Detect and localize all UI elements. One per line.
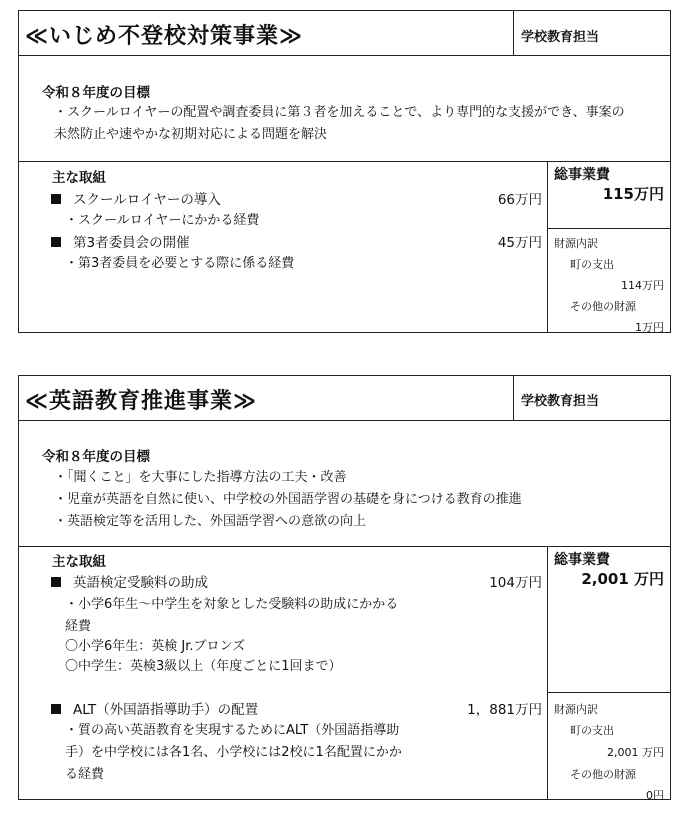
initiative-title: 第3者委員会の開催	[73, 235, 190, 251]
funding-heading: 財源内訳	[554, 703, 598, 716]
department-label: 学校教育担当	[513, 11, 670, 55]
initiative-desc: ・質の高い英語教育を実現するためにALT（外国語指導助	[65, 723, 400, 738]
initiative-title: スクールロイヤーの導入	[73, 192, 221, 208]
goal-line: ・児童が英語を自然に使い、中学校の外国語学習の基礎を身につける教育の推進	[54, 492, 522, 507]
goal-line: 未然防止や速やかな初期対応による問題を解決	[54, 127, 328, 142]
funding-heading: 財源内訳	[554, 237, 598, 250]
goal-section	[19, 420, 670, 547]
initiative-desc: 〇中学生：英検3級以上（年度ごとに1回まで）	[65, 659, 342, 674]
project-title: ≪いじめ不登校対策事業≫	[25, 24, 304, 49]
square-bullet-icon	[51, 194, 61, 204]
other-funding-value: 1万円	[635, 321, 664, 334]
town-expense-label: 町の支出	[570, 258, 614, 271]
town-expense-value: 2,001 万円	[607, 746, 664, 759]
card-header	[19, 376, 670, 421]
initiative-title: 英語検定受験料の助成	[73, 575, 208, 591]
initiative-item	[51, 571, 208, 591]
card-header	[19, 11, 670, 56]
initiative-desc: ・小学6年生～中学生を対象とした受験料の助成にかかる	[65, 597, 399, 612]
project-card-bullying	[18, 10, 671, 333]
goal-heading: 令和８年度の目標	[42, 85, 150, 101]
department-label: 学校教育担当	[513, 376, 670, 420]
funding-breakdown	[547, 693, 670, 802]
square-bullet-icon	[51, 704, 61, 714]
initiative-amount: 66万円	[497, 192, 542, 208]
project-card-english	[18, 375, 671, 800]
initiatives-section	[19, 162, 670, 332]
total-cost-label: 総事業費	[554, 552, 610, 568]
initiative-desc: る経費	[65, 767, 105, 782]
funding-breakdown	[547, 229, 670, 332]
section-label: 主な取組	[52, 170, 106, 186]
initiative-desc: ・スクールロイヤーにかかる経費	[65, 213, 260, 228]
other-funding-label: その他の財源	[570, 768, 636, 781]
initiative-desc: 経費	[65, 619, 92, 634]
initiative-desc: 〇小学6年生：英検 Jr.ブロンズ	[65, 639, 246, 654]
total-cost-box	[547, 162, 670, 229]
initiative-amount: 1，881万円	[467, 702, 542, 718]
other-funding-label: その他の財源	[570, 300, 636, 313]
initiative-amount: 45万円	[497, 235, 542, 251]
square-bullet-icon	[51, 237, 61, 247]
square-bullet-icon	[51, 577, 61, 587]
initiative-amount: 104万円	[489, 575, 542, 591]
initiatives-section	[19, 547, 670, 802]
goal-line: ・スクールロイヤーの配置や調査委員に第３者を加えることで、より専門的な支援ができ、事案の	[54, 105, 625, 120]
section-label: 主な取組	[52, 554, 106, 570]
initiative-item	[51, 231, 190, 251]
initiative-title: ALT（外国語指導助手）の配置	[73, 702, 259, 718]
total-cost-box	[547, 547, 670, 693]
initiative-desc: 手）を中学校には各1名、小学校には2校に1名配置にかか	[65, 745, 402, 760]
initiative-item	[51, 698, 258, 718]
goal-line: ・「聞くこと」を大事にした指導方法の工夫・改善	[54, 470, 347, 485]
total-cost-label: 総事業費	[554, 167, 610, 183]
initiative-desc: ・第3者委員を必要とする際に係る経費	[65, 256, 295, 271]
total-cost-value: 115万円	[602, 185, 664, 203]
project-title: ≪英語教育推進事業≫	[25, 389, 258, 414]
total-cost-value: 2,001 万円	[581, 570, 664, 588]
goal-heading: 令和８年度の目標	[42, 449, 150, 465]
town-expense-label: 町の支出	[570, 724, 614, 737]
goal-section	[19, 55, 670, 162]
goal-line: ・英語検定等を活用した、外国語学習への意欲の向上	[54, 514, 367, 529]
other-funding-value: 0円	[646, 789, 664, 802]
town-expense-value: 114万円	[621, 279, 664, 292]
initiative-item	[51, 188, 221, 208]
